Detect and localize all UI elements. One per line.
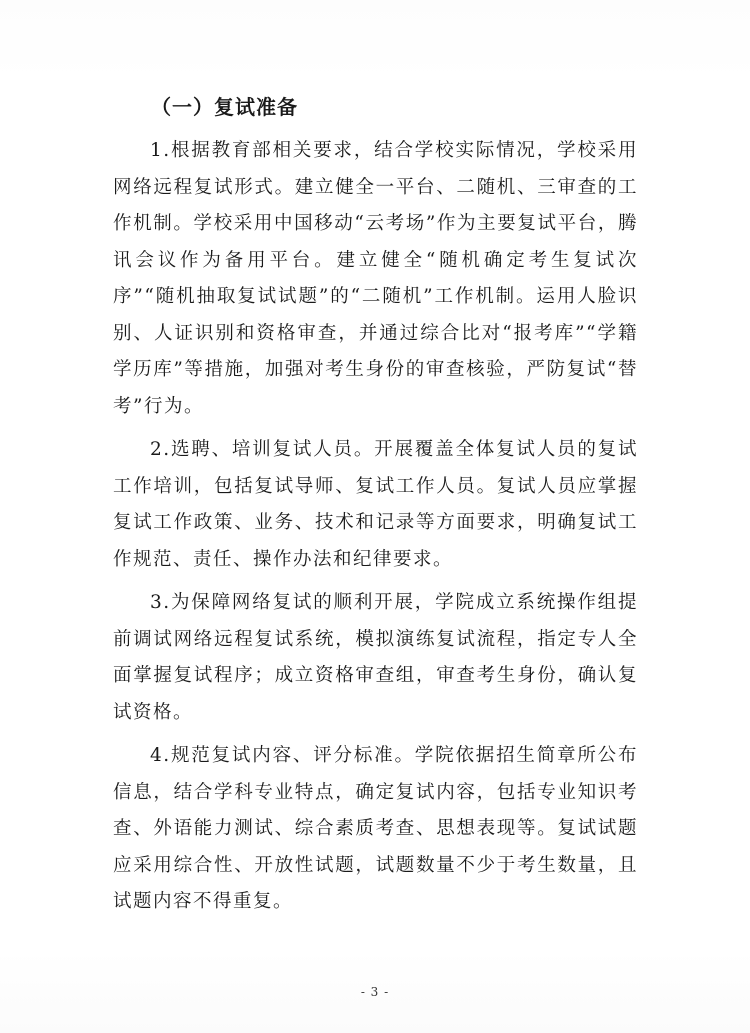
document-body [113, 95, 638, 921]
paragraph-3: 3.为保障网络复试的顺利开展，学院成立系统操作组提前调试网络远程复试系统，模拟演练复试流程，指定专人全面掌握复试程序；成立资格审查组，审查考生身份，确认复试资格。 [113, 592, 638, 723]
page-number: - 3 - [360, 985, 390, 999]
paragraph-2: 2.选聘、培训复试人员。开展覆盖全体复试人员的复试工作培训，包括复试导师、复试工作人员。复试人员应掌握复试工作政策、业务、技术和记录等方面要求，明确复试工作规范、责任、操作办法和纪律要求。 [113, 439, 638, 570]
section-heading: （一）复试准备 [151, 95, 298, 119]
paragraph-4: 4.规范复试内容、评分标准。学院依据招生简章所公布信息，结合学科专业特点，确定复试内容，包括专业知识考查、外语能力测试、综合素质考查、思想表现等。复试试题应采用综合性、开放性试题，试题数量不少于考生数量，且试题内容不得重复。 [113, 745, 638, 912]
paragraph-1: 1.根据教育部相关要求，结合学校实际情况，学校采用网络远程复试形式。建立健全一平台、二随机、三审查的工作机制。学校采用中国移动“云考场”作为主要复试平台，腾讯会议作为备用平台。建立健全“随机确定考生复试次序”“随机抽取复试试题”的“二随机”工作机制。运用人脸识别、人证识别和资格审查，并通过综合比对“报考库”“学籍学历库”等措施，加强对考生身份的审查核验，严防复试“替考”行为。 [113, 140, 638, 417]
